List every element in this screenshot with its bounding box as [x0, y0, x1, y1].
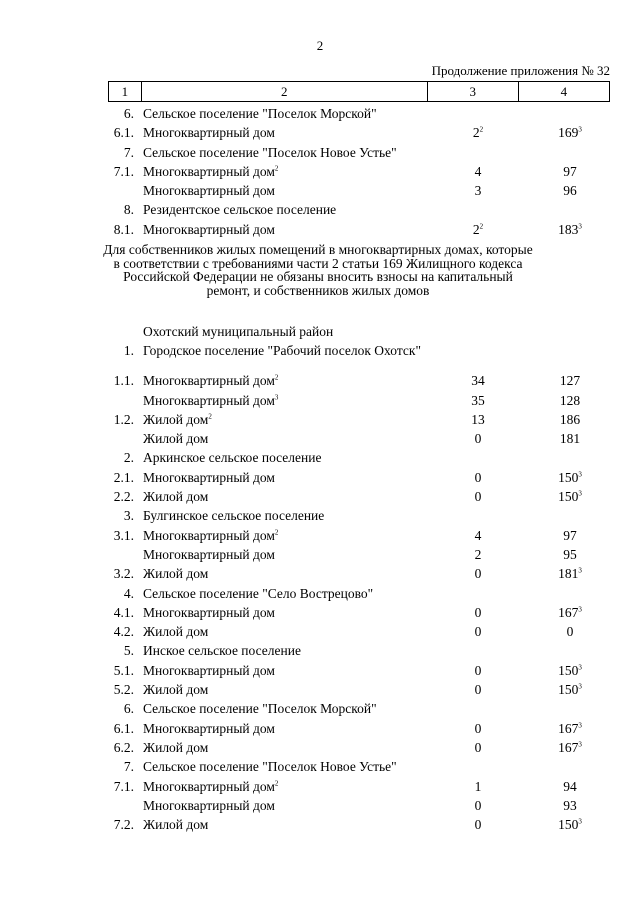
row-name-text: Многоквартирный дом — [143, 125, 275, 141]
row-name — [143, 143, 397, 162]
row-col4-text: 181 — [558, 566, 579, 582]
row-col4 — [520, 487, 620, 506]
table-row — [0, 661, 640, 680]
row-number — [114, 220, 134, 239]
row-col3-text: 35 — [471, 392, 485, 408]
row-number — [114, 815, 134, 834]
row-col4-text: 150 — [558, 469, 579, 485]
row-col4 — [520, 429, 620, 448]
row-col3-text: 0 — [474, 682, 482, 698]
continuation-label: Продолжение приложения № 32 — [431, 63, 610, 78]
row-name — [143, 220, 275, 239]
row-number — [114, 123, 134, 142]
row-col4 — [520, 719, 620, 738]
row-number-text: 5.2. — [113, 682, 134, 698]
table-row — [0, 564, 640, 583]
row-col3 — [428, 777, 528, 796]
row-col3 — [428, 738, 528, 757]
row-number-text: 4. — [123, 585, 134, 601]
row-col4-footnote: 3 — [578, 721, 582, 730]
row-col3 — [428, 487, 528, 506]
table-row — [0, 526, 640, 545]
row-col4-footnote: 3 — [578, 740, 582, 749]
row-col3-text: 0 — [474, 624, 482, 640]
row-col3-text: 0 — [474, 662, 482, 678]
row-name-footnote: 2 — [274, 779, 279, 788]
table-row — [0, 699, 640, 718]
row-col4-footnote: 3 — [578, 663, 582, 672]
row-number-text: 5. — [123, 643, 134, 659]
row-col3-text: 4 — [474, 163, 482, 179]
row-name-footnote: 2 — [208, 412, 212, 421]
row-col3 — [428, 719, 528, 738]
row-name — [143, 526, 278, 545]
row-name — [143, 322, 333, 341]
row-name-text: Жилой дом — [143, 411, 209, 427]
row-number — [124, 448, 134, 467]
row-number-text: 3.2. — [113, 566, 134, 582]
row-number — [124, 699, 134, 718]
row-number — [124, 584, 134, 603]
row-number-text: 7.1. — [113, 163, 134, 179]
row-col4 — [520, 162, 620, 181]
top-rows-list — [0, 104, 640, 239]
row-name-footnote: 2 — [274, 373, 279, 382]
row-number — [114, 371, 134, 390]
row-number-text: 8.1. — [113, 221, 134, 237]
row-name — [143, 545, 275, 564]
row-number — [124, 200, 134, 219]
row-col3 — [428, 181, 528, 200]
row-name — [143, 468, 275, 487]
row-col4-footnote: 3 — [578, 566, 582, 575]
row-col3-text: 4 — [474, 527, 482, 543]
row-name-text: Жилой дом — [143, 817, 209, 833]
row-number — [114, 719, 134, 738]
row-name-text: Многоквартирный дом — [143, 527, 275, 543]
row-number — [124, 641, 134, 660]
row-name-text: Многоквартирный дом — [143, 546, 275, 562]
row-name-text: Жилой дом — [143, 566, 209, 582]
row-number — [124, 757, 134, 776]
row-number-text: 6. — [123, 701, 134, 717]
row-col4-text: 150 — [558, 817, 579, 833]
row-name-footnote: 2 — [274, 164, 279, 173]
row-name-text: Многоквартирный дом — [143, 373, 275, 389]
row-col3 — [428, 564, 528, 583]
row-name-footnote: 3 — [274, 393, 279, 402]
row-number-text: 7.1. — [113, 778, 134, 794]
row-col4 — [520, 738, 620, 757]
row-col4-text: 150 — [558, 682, 579, 698]
table-row — [0, 429, 640, 448]
row-col3-text: 0 — [474, 566, 482, 582]
row-name-footnote: 2 — [274, 528, 279, 537]
row-col4-footnote: 3 — [578, 489, 582, 498]
row-col4-text: 97 — [563, 527, 577, 543]
row-name — [143, 641, 301, 660]
row-name — [143, 448, 321, 467]
row-number-text: 5.1. — [113, 662, 134, 678]
row-number — [114, 661, 134, 680]
row-col4 — [520, 181, 620, 200]
row-name — [143, 506, 324, 525]
row-name — [143, 162, 278, 181]
row-col3-text: 34 — [471, 373, 485, 389]
row-name-text: Многоквартирный дом — [143, 183, 275, 199]
row-name-text: Булгинское сельское поселение — [143, 508, 325, 524]
row-number-text: 7. — [123, 759, 134, 775]
col-header-4: 4 — [518, 82, 609, 102]
row-col3 — [428, 220, 528, 239]
row-number — [114, 777, 134, 796]
table-row — [0, 322, 640, 341]
table-row — [0, 200, 640, 219]
row-col4-text: 128 — [559, 392, 581, 408]
row-name — [143, 344, 423, 357]
row-col4-footnote: 3 — [578, 682, 582, 691]
table-row — [0, 468, 640, 487]
table-row — [0, 410, 640, 429]
table-row — [0, 123, 640, 142]
row-number — [114, 564, 134, 583]
row-name — [143, 699, 377, 718]
row-name — [143, 796, 275, 815]
row-number-text: 2. — [123, 450, 134, 466]
row-name-text: Сельское поселение "Поселок Морской" — [143, 701, 377, 717]
row-col4 — [520, 564, 620, 583]
row-name-text: Многоквартирный дом — [143, 778, 275, 794]
row-name-text: Многоквартирный дом — [143, 469, 275, 485]
row-col4-footnote: 3 — [578, 605, 582, 614]
row-name-text: Инское сельское поселение — [143, 643, 301, 659]
table-row — [0, 506, 640, 525]
row-col3 — [428, 796, 528, 815]
row-col3 — [428, 680, 528, 699]
table-row — [0, 371, 640, 390]
row-col3-text: 2 — [474, 546, 482, 562]
row-col4-text: 97 — [563, 163, 577, 179]
row-col3-text: 1 — [474, 778, 482, 794]
row-col4-text: 93 — [563, 797, 577, 813]
row-col3 — [428, 661, 528, 680]
row-number — [124, 104, 134, 123]
row-name — [143, 661, 275, 680]
row-col4-footnote: 3 — [578, 222, 582, 231]
row-col4-text: 150 — [558, 489, 579, 505]
row-col4 — [520, 777, 620, 796]
row-col4 — [520, 371, 620, 390]
row-col4-text: 127 — [559, 373, 581, 389]
row-number-text: 6.2. — [113, 739, 134, 755]
row-number-text: 6. — [123, 106, 134, 121]
row-number-text: 7. — [123, 144, 134, 160]
row-name-text: Сельское поселение "Поселок Морской" — [143, 106, 377, 121]
table-row — [0, 391, 640, 410]
row-name-text: Многоквартирный дом — [143, 604, 275, 620]
row-number-text: 3. — [123, 508, 134, 524]
row-number — [114, 162, 134, 181]
row-col4-text: 186 — [559, 411, 581, 427]
row-name-text: Жилой дом — [143, 739, 209, 755]
row-col3-text: 0 — [474, 431, 482, 447]
row-col4 — [520, 391, 620, 410]
row-number — [114, 738, 134, 757]
page-number: 2 — [316, 38, 324, 53]
row-col3-text: 0 — [474, 739, 482, 755]
row-name-text: Сельское поселение "Поселок Новое Устье" — [143, 144, 397, 160]
table-row — [0, 143, 640, 162]
row-col4-footnote: 3 — [578, 470, 582, 479]
row-col4 — [520, 622, 620, 641]
row-name-text: Жилой дом — [143, 489, 209, 505]
row-col3-footnote: 2 — [479, 222, 484, 231]
row-col3 — [428, 468, 528, 487]
row-col4-text: 150 — [558, 662, 579, 678]
row-col3 — [428, 410, 528, 429]
row-name — [143, 200, 336, 219]
row-name — [143, 603, 275, 622]
row-name-text: Жилой дом — [143, 624, 209, 640]
row-col4-text: 181 — [559, 431, 581, 447]
row-name — [143, 680, 208, 699]
row-col3-text: 2 — [472, 221, 480, 237]
row-col4 — [520, 661, 620, 680]
row-col3-text: 0 — [474, 720, 482, 736]
table-row — [0, 545, 640, 564]
row-col4-text: 169 — [558, 125, 579, 141]
table-row — [0, 181, 640, 200]
row-col4 — [520, 796, 620, 815]
row-name-text: Аркинское сельское поселение — [143, 450, 322, 466]
row-col4 — [520, 815, 620, 834]
row-col3-text: 0 — [474, 797, 482, 813]
col-header-3: 3 — [427, 82, 518, 102]
row-name-text: Многоквартирный дом — [143, 392, 275, 408]
row-col3-text: 0 — [474, 489, 482, 505]
row-col4-footnote: 3 — [578, 125, 582, 134]
row-name-text: Многоквартирный дом — [143, 163, 275, 179]
table-row — [0, 815, 640, 834]
row-name-text: Охотский муниципальный район — [143, 324, 334, 339]
row-name — [143, 622, 208, 641]
row-name — [143, 777, 278, 796]
row-col4-text: 167 — [558, 604, 579, 620]
row-number-text: 3.1. — [113, 527, 134, 543]
row-col3 — [428, 429, 528, 448]
row-name — [143, 391, 278, 410]
row-name — [143, 719, 275, 738]
row-col4-text: 183 — [558, 221, 579, 237]
row-number-text: 2.2. — [113, 489, 134, 505]
row-name — [143, 410, 212, 429]
row-number — [124, 143, 134, 162]
row-number-text: 4.1. — [113, 604, 134, 620]
row-name — [143, 104, 377, 123]
row-col3-footnote: 2 — [479, 125, 484, 134]
row-col3 — [428, 622, 528, 641]
row-col3-text: 2 — [472, 125, 480, 141]
table-row — [0, 448, 640, 467]
row-col4 — [520, 123, 620, 142]
row-col3-text: 3 — [474, 183, 482, 199]
row-col4-text: 94 — [563, 778, 577, 794]
row-number-text: 1.1. — [113, 373, 134, 389]
row-name-text: Многоквартирный дом — [143, 662, 275, 678]
row-number-text: 7.2. — [113, 817, 134, 833]
row-name — [143, 123, 275, 142]
row-name-text: Жилой дом — [143, 431, 209, 447]
row-number-text: 1. — [123, 343, 134, 359]
col-header-2: 2 — [141, 82, 427, 102]
row-number — [114, 487, 134, 506]
table-row — [0, 796, 640, 815]
row-number-text: 4.2. — [113, 624, 134, 640]
row-col4 — [520, 680, 620, 699]
row-name — [143, 371, 278, 390]
table-row — [0, 719, 640, 738]
row-name — [143, 181, 275, 200]
row-name-text: Многоквартирный дом — [143, 720, 275, 736]
row-name — [143, 738, 208, 757]
row-number — [114, 622, 134, 641]
row-name — [143, 429, 208, 448]
row-col3 — [428, 371, 528, 390]
row-name — [143, 487, 208, 506]
row-name-text: Сельское поселение "Село Вострецово" — [143, 585, 374, 601]
table-row — [0, 680, 640, 699]
row-name-text: Жилой дом — [143, 682, 209, 698]
row-number — [124, 506, 134, 525]
row-number — [114, 603, 134, 622]
row-number-text: 6.1. — [113, 720, 134, 736]
row-name-text: Многоквартирный дом — [143, 797, 275, 813]
row-number — [114, 680, 134, 699]
row-col3-text: 0 — [474, 817, 482, 833]
table-row — [0, 487, 640, 506]
bottom-rows-list — [0, 322, 640, 834]
row-number-text: 6.1. — [113, 125, 134, 141]
row-col4-text: 167 — [558, 720, 579, 736]
table-row — [0, 603, 640, 622]
row-col3 — [428, 815, 528, 834]
section-paragraph: Для собственников жилых помещений в многоквартирных домах, которые в соответствии с требованиями части 2 статьи 169 Жилищного кодекса Российской Федерации не обязаны вносить взносы на капитальный ремонт, и собственников жилых домов — [103, 242, 533, 298]
row-number-text: 1.2. — [113, 411, 134, 427]
col-header-1: 1 — [109, 82, 142, 102]
row-col3-text: 0 — [474, 469, 482, 485]
row-col3 — [428, 123, 528, 142]
row-col3 — [428, 603, 528, 622]
row-col3-text: 13 — [471, 411, 485, 427]
row-number — [114, 526, 134, 545]
table-row — [0, 622, 640, 641]
table-row — [0, 162, 640, 181]
row-number — [114, 468, 134, 487]
row-number-text: 8. — [123, 202, 134, 218]
row-col4-text: 0 — [566, 624, 574, 640]
row-name — [143, 757, 397, 776]
row-col3 — [428, 391, 528, 410]
row-name-text: Резидентское сельское поселение — [143, 202, 337, 218]
table-row — [0, 641, 640, 660]
row-col4 — [520, 603, 620, 622]
row-col4 — [520, 410, 620, 429]
row-col4-footnote: 3 — [578, 817, 582, 826]
row-name-text: Сельское поселение "Поселок Новое Устье" — [143, 759, 397, 775]
row-col4 — [520, 220, 620, 239]
table-row — [0, 584, 640, 603]
row-col3 — [428, 545, 528, 564]
row-name-text: Многоквартирный дом — [143, 221, 275, 237]
table-row — [0, 777, 640, 796]
row-name — [143, 584, 373, 603]
table-row — [0, 104, 640, 123]
row-number — [114, 410, 134, 429]
table-row — [0, 220, 640, 239]
row-number-text: 2.1. — [113, 469, 134, 485]
row-col4-text: 95 — [563, 546, 577, 562]
row-col4-text: 96 — [563, 183, 577, 199]
row-col4 — [520, 468, 620, 487]
table-row — [0, 757, 640, 776]
row-name — [143, 815, 208, 834]
row-col3-text: 0 — [474, 604, 482, 620]
row-col4-text: 167 — [558, 739, 579, 755]
column-header-table — [108, 81, 610, 102]
row-col4 — [520, 526, 620, 545]
table-row — [0, 341, 640, 371]
row-col4 — [520, 545, 620, 564]
row-col3 — [428, 162, 528, 181]
row-name — [143, 564, 208, 583]
row-col3 — [428, 526, 528, 545]
row-name-text: Городское поселение "Рабочий поселок Охотск" — [143, 343, 421, 359]
row-number — [124, 341, 134, 360]
table-row — [0, 738, 640, 757]
